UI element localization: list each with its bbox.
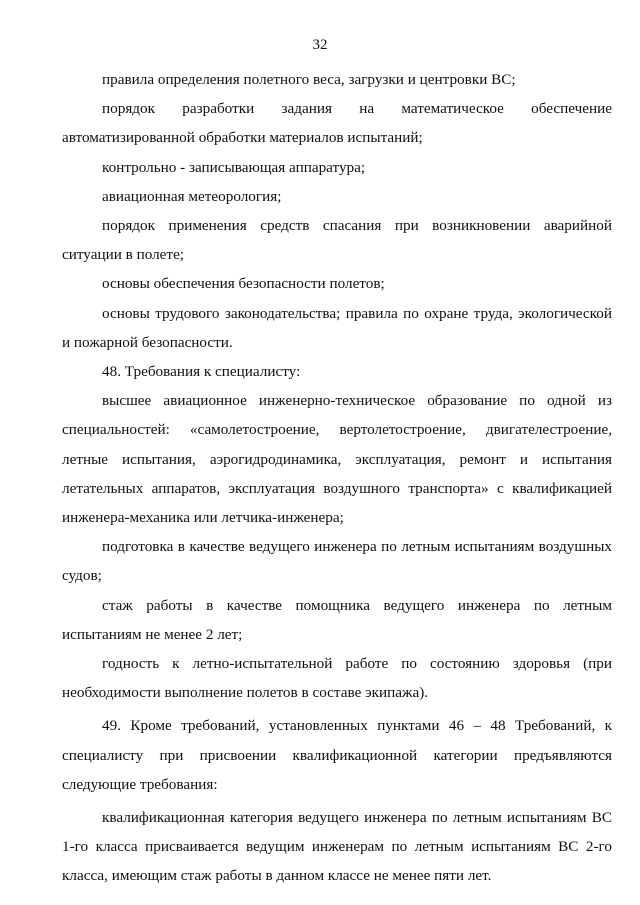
document-body	[62, 65, 612, 891]
paragraph: стаж работы в качестве помощника ведущего инженера по летным испытаниям не менее 2 лет;	[62, 596, 612, 643]
section-heading-48: 48. Требования к специалисту:	[102, 363, 301, 381]
paragraph: правила определения полетного веса, загрузки и центровки ВС;	[102, 71, 516, 88]
paragraph: порядок применения средств спасания при возникновении аварийной ситуации в полете;	[62, 217, 612, 264]
paragraph: основы трудового законодательства; правила по охране труда, экологической и пожарной безопасности.	[62, 304, 612, 351]
paragraph: подготовка в качестве ведущего инженера по летным испытаниям воздушных судов;	[62, 538, 612, 585]
paragraph: квалификационная категория ведущего инженера по летным испытаниям ВС 1-го класса присваивается ведущим инженерам по летным испытаниям ВС 2-го класса, имеющим стаж работы в данном классе не менее пяти лет.	[62, 809, 612, 885]
paragraph: порядок разработки задания на математическое обеспечение автоматизированной обработки материалов испытаний;	[62, 100, 612, 147]
paragraph: годность к летно-испытательной работе по состоянию здоровья (при необходимости выполнение полетов в составе экипажа).	[62, 655, 612, 702]
paragraph: контрольно - записывающая аппаратура;	[102, 158, 366, 176]
paragraph: авиационная метеорология;	[102, 187, 282, 205]
paragraph: основы обеспечения безопасности полетов;	[102, 275, 385, 293]
section-heading-49: 49. Кроме требований, установленных пунктами 46 – 48 Требований, к специалисту при присвоении квалификационной категории предъявляются следующие требования:	[62, 717, 612, 793]
page-number: 32	[312, 37, 328, 53]
paragraph: высшее авиационное инженерно-техническое образование по одной из специальностей: «самолетостроение, вертолетостроение, двигателестроение, летные испытания, аэрогидродинамика, эксплуатация, ремонт и испытания летательных аппаратов, эксплуатация воздушного транспорта» с квалификацией инженера-механика или летчика-инженера;	[62, 392, 612, 527]
